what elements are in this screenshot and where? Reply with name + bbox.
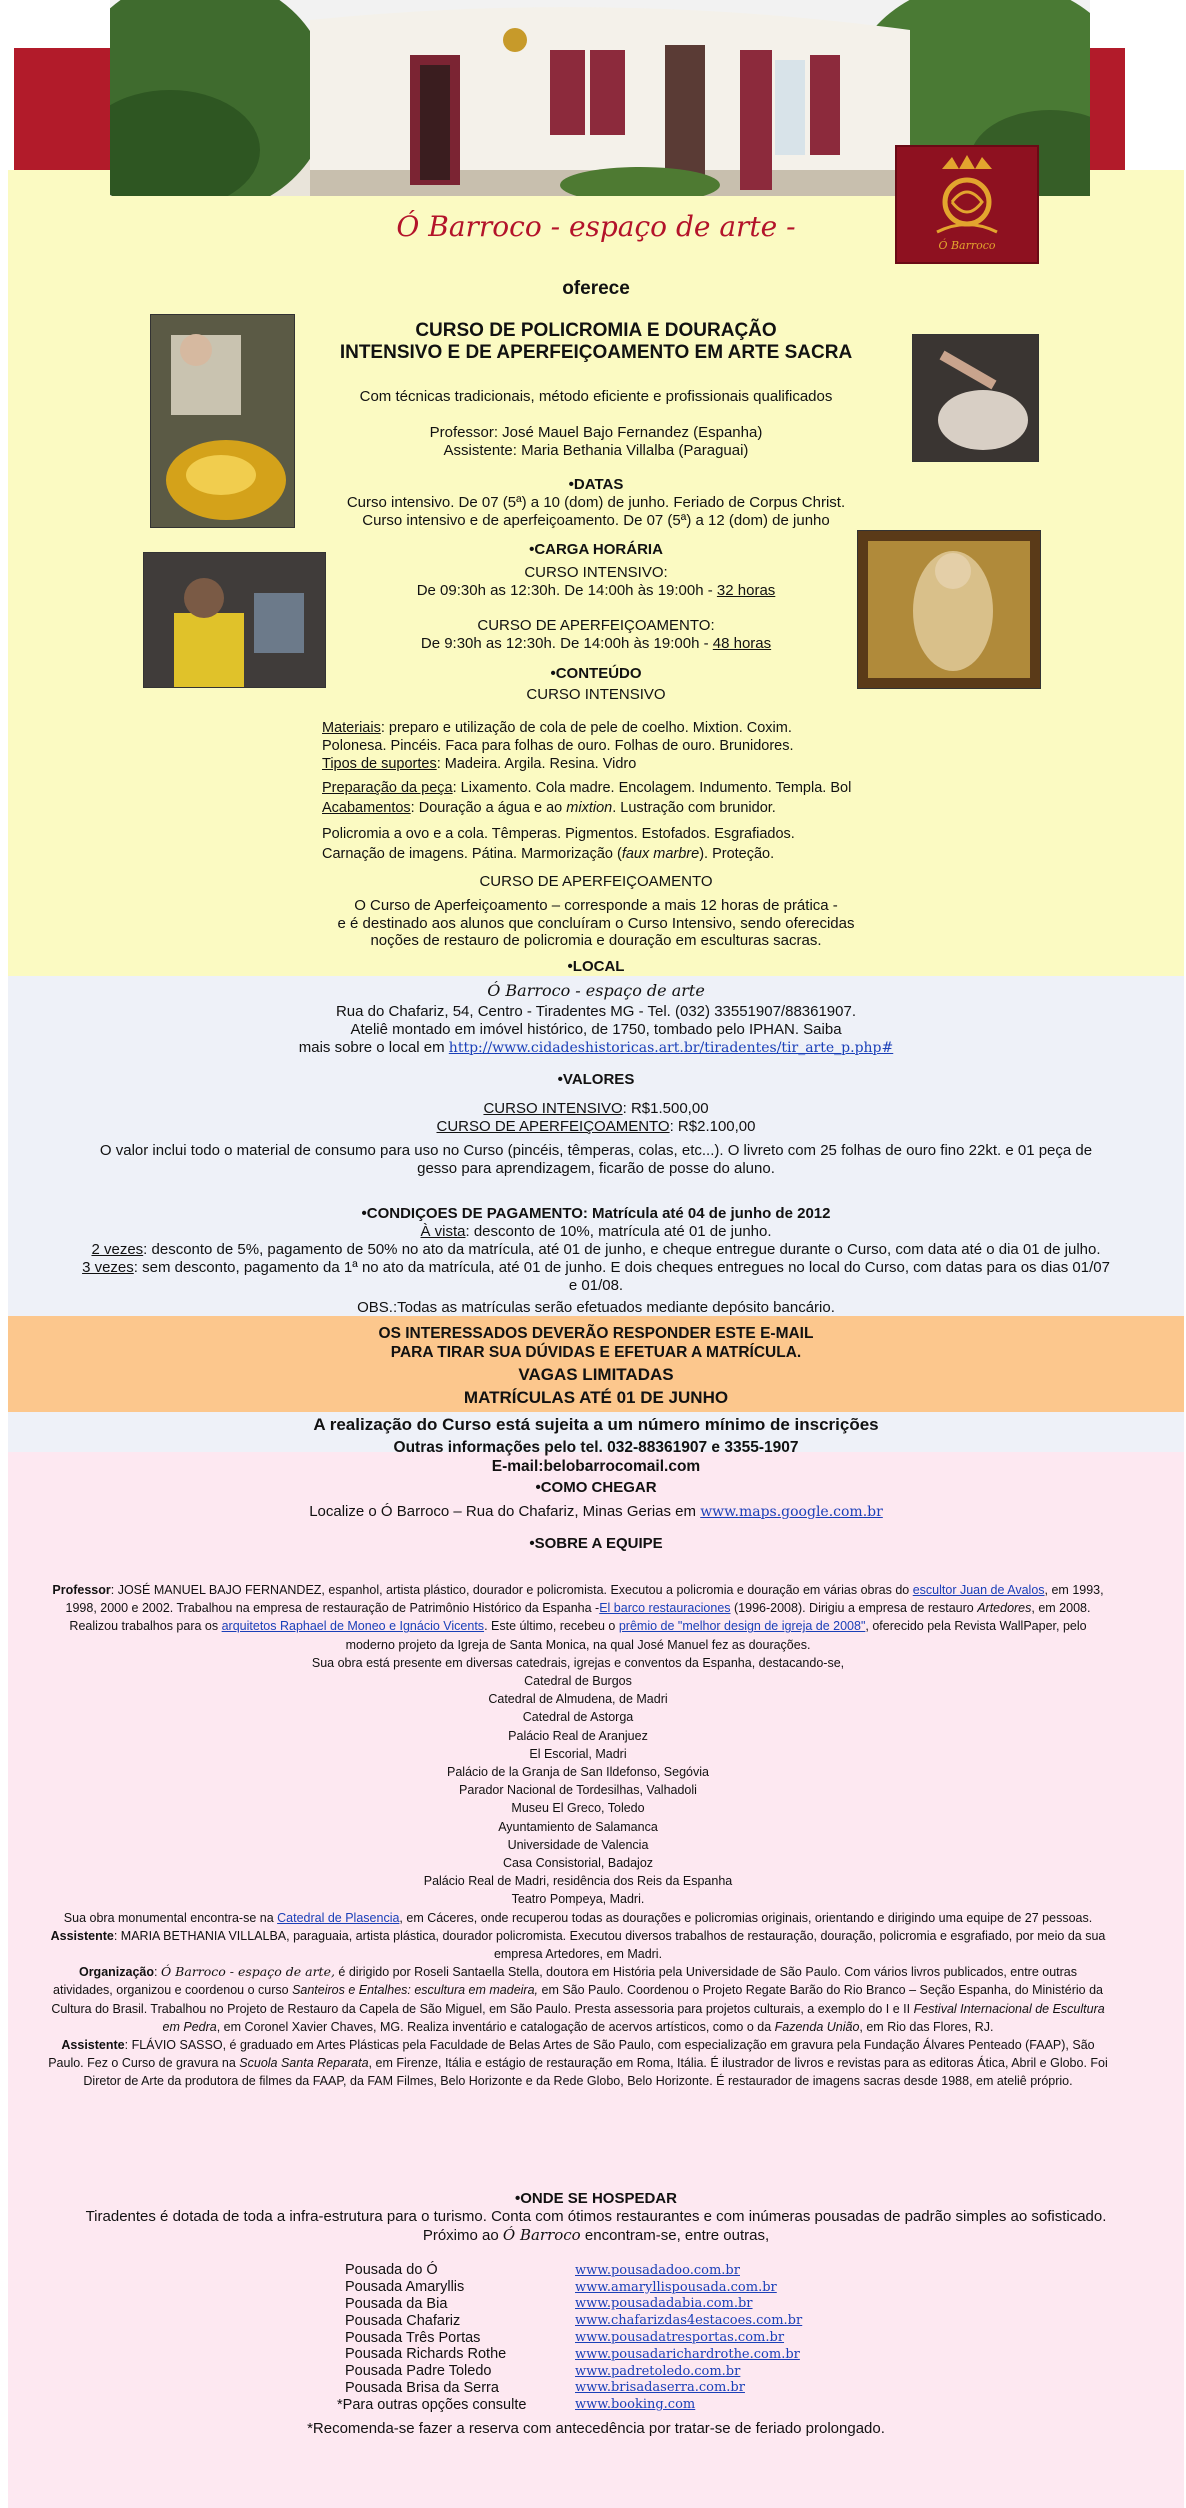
payment-three-text: : sem desconto, pagamento da 1ª no ato da matrícula, até 01 de junho. E dois cheques entregues no local do Curso, com datas para os dias 01/07 <box>133 1259 1110 1276</box>
el-barco-link[interactable]: El barco restauraciones <box>599 1601 731 1616</box>
dates-line1: Curso intensivo. De 07 (5ª) a 10 (dom) de junho. Feriado de Corpus Christ. <box>346 494 846 511</box>
dates-line2: Curso intensivo e de aperfeiçoamento. De 07 (5ª) a 12 (dom) de junho <box>362 512 830 529</box>
assistant-line: Assistente: Maria Bethania Villalba (Paraguai) <box>443 442 749 459</box>
monument-text2: , em Cáceres, onde recuperou todas as dourações e policromias originais, orientando e dirigindo uma equipe de 27 pessoas. <box>399 1910 1093 1925</box>
hands-gilding-photo <box>912 334 1039 462</box>
lodging-name: *Para outras opções consulte <box>337 2396 527 2413</box>
content-subheading: CURSO INTENSIVO <box>526 686 666 703</box>
works-list-item: Catedral de Astorga <box>522 1710 634 1725</box>
lodging-link[interactable]: www.pousadadabia.com.br <box>575 2296 753 2312</box>
works-list-item: Parador Nacional de Tordesilhas, Valhadoli <box>459 1783 697 1798</box>
location-url-link[interactable]: http://www.cidadeshistoricas.art.br/tiradentes/tir_arte_p.php# <box>448 1040 894 1056</box>
monument-text1: Sua obra monumental encontra-se na <box>63 1910 278 1925</box>
notice-line4: MATRÍCULAS ATÉ 01 DE JUNHO <box>463 1388 729 1407</box>
lodging-list <box>337 2262 865 2413</box>
prof-label: Professor <box>52 1583 111 1597</box>
minimum-enrollment: A realização do Curso está sujeita a um número mínimo de inscrições <box>313 1415 879 1434</box>
lodging-name: Ó Barroco <box>502 2226 581 2244</box>
lodging-link[interactable]: www.pousadatresportas.com.br <box>575 2330 785 2346</box>
advanced-hours-total: 48 horas <box>712 635 772 652</box>
lodging-line1: Tiradentes é dotada de toda a infra-estrutura para o turismo. Conta com ótimos restaurantes e com inúmeras pousadas de padrão simples ao sofisticado. <box>85 2208 1107 2225</box>
lodging-name: Pousada Brisa da Serra <box>345 2379 499 2396</box>
location-line3 <box>250 1039 942 1057</box>
lodging-name: Pousada Richards Rothe <box>345 2346 507 2363</box>
lodging-footnote: *Recomenda-se fazer a reserva com antecedência por tratar-se de feriado prolongado. <box>307 2420 885 2437</box>
works-list-item: Ayuntamiento de Salamanca <box>498 1819 658 1834</box>
assist2-text2: , em Firenze, Itália e estágio de restauração em Roma, Itália. É ilustrador de livros e revistas para as editoras Ática, Abril e Globo. Foi Diretor de Arte da produtora de filmes da FAAP, da FAM Filmes, Belo Horizonte e da Rede Globo, Belo Horizonte. É restaurador de imagens sacras desde 1988, em ateliê próprio. <box>83 2056 1108 2089</box>
price-intensive-value: : R$1.500,00 <box>622 1100 709 1117</box>
lodging-link[interactable]: www.amaryllispousada.com.br <box>575 2279 777 2295</box>
lodging-line2a: Próximo ao <box>422 2227 503 2244</box>
org-text4: , em Rio das Flores, RJ. <box>859 2019 994 2034</box>
works-list <box>48 1672 1108 1909</box>
content-polychromy <box>322 825 922 863</box>
prep-text: : Lixamento. Cola madre. Encolagem. Indumento. Templa. Bol <box>452 780 852 796</box>
finish-label: Acabamentos <box>322 800 411 816</box>
prof-text1: : JOSÉ MANUEL BAJO FERNANDEZ, espanhol, artista plástico, dourador e policromista. Executou a policromia e douração em várias obras do <box>110 1583 913 1597</box>
works-list-item: Catedral de Almudena, de Madri <box>488 1692 668 1707</box>
price-advanced <box>300 1118 892 1136</box>
lodging-link[interactable]: www.chafarizdas4estacoes.com.br <box>575 2313 803 2329</box>
works-intro: Sua obra está presente em diversas catedrais, igrejas e conventos da Espanha, destacando-se, <box>311 1655 845 1670</box>
assist2-text1: : FLÁVIO SASSO, é graduado em Artes Plásticas pela Faculdade de Belas Artes de São Paulo, com especialização em gravura pela Fundação Álvares Penteado (FAAP), São Paulo. Fez o Curso de gravura na <box>48 2038 1095 2071</box>
lodging-name: Pousada Três Portas <box>345 2329 481 2346</box>
info-phone: Outras informações pelo tel. 032-88361907 e 3355-1907 <box>393 1439 799 1456</box>
lodging-name: Pousada do Ó <box>345 2262 438 2279</box>
advanced-course-title: CURSO DE APERFEIÇOAMENTO <box>479 873 713 890</box>
org-text1: é dirigido por Roseli Santaella Stella, doutora em História pela Universidade de São Paulo. Com vários livros publicados, entre outras atividades, organizou e coordenou o curso <box>53 1965 1078 1998</box>
lodging-name: Pousada da Bia <box>345 2295 448 2312</box>
payment-two-text: : desconto de 5%, pagamento de 50% no ato da matrícula, até 01 de junho, e cheque entregue durante o Curso, com data até o dia 01 de julho. <box>143 1241 1101 1258</box>
lodging-line2b: encontram-se, entre outras, <box>580 2227 770 2244</box>
directions-text <box>30 1503 1162 1521</box>
works-list-item: Museu El Greco, Toledo <box>511 1801 645 1816</box>
notice-line3: VAGAS LIMITADAS <box>518 1365 674 1384</box>
assist2-label: Assistente <box>61 2038 125 2053</box>
content-preparation <box>322 779 942 817</box>
lodging-row <box>345 2312 865 2329</box>
lodging-row <box>345 2346 865 2363</box>
lodging-row <box>345 2279 865 2296</box>
assist-text: : MARIA BETHANIA VILLALBA, paraguaia, artista plástica, dourador policromista. Executou diversos trabalhos de restauração, douração, policromia e esgrafiado, por meio da sua empresa Artedores, em Madri. <box>113 1928 1106 1962</box>
price-intensive <box>300 1100 892 1118</box>
org-text3: , em Coronel Xavier Chaves, MG. Realiza inventário e catalogação de acervos artísticos, como o da <box>216 2019 775 2034</box>
poly-line1: Policromia a ovo e a cola. Têmperas. Pigmentos. Estofados. Esgrafiados. <box>322 826 795 842</box>
materials-text: : preparo e utilização de cola de pele de coelho. Mixtion. Coxim. <box>380 720 792 736</box>
course-title-line2: INTENSIVO E DE APERFEIÇOAMENTO EM ARTE SACRA <box>339 342 853 363</box>
payment-three-line2: e 01/08. <box>568 1277 624 1294</box>
works-list-item: Palácio de la Granja de San Ildefonso, Segóvia <box>447 1765 709 1780</box>
intensive-hours-text: De 09:30h as 12:30h. De 14:00h às 19:00h - <box>416 582 717 599</box>
lodging-row <box>345 2296 865 2313</box>
professor-bio <box>48 1581 1108 1654</box>
works-list-item: Casa Consistorial, Badajoz <box>502 1856 654 1871</box>
assistant2-bio <box>48 2036 1108 2091</box>
price-intensive-label: CURSO INTENSIVO <box>483 1100 623 1117</box>
lodging-link[interactable]: www.booking.com <box>575 2397 696 2413</box>
works-list-item: Palácio Real de Aranjuez <box>508 1728 648 1743</box>
advanced-course-line1: O Curso de Aperfeiçoamento – corresponde a mais 12 horas de prática - <box>354 897 838 914</box>
lodging-link[interactable]: www.padretoledo.com.br <box>575 2363 741 2379</box>
info-email[interactable]: E-mail:belobarrocomail.com <box>491 1458 701 1475</box>
payment-cash <box>30 1223 1162 1241</box>
payment-obs: OBS.:Todas as matrículas serão efetuados mediante depósito bancário. <box>357 1299 835 1316</box>
team-section <box>48 1581 1108 2091</box>
logo-caption: Ó Barroco <box>938 239 996 252</box>
materials-line2: Polonesa. Pincéis. Faca para folhas de ouro. Folhas de ouro. Brunidores. <box>322 738 794 754</box>
lodging-heading: •ONDE SE HOSPEDAR <box>515 2190 677 2207</box>
intensive-hours-total: 32 horas <box>716 582 776 599</box>
works-list-item: Universidade de Valencia <box>507 1837 649 1852</box>
lodging-link[interactable]: www.pousadadoo.com.br <box>575 2262 740 2278</box>
org-italic1: Santeiros e Entalhes: escultura em madeira, <box>292 1983 539 1998</box>
org-label: Organização <box>78 1965 154 1980</box>
lodging-row <box>345 2262 865 2279</box>
materials-label: Materiais <box>322 720 381 736</box>
payment-three-label: 3 vezes <box>82 1259 134 1276</box>
notice-line1: OS INTERESSADOS DEVERÃO RESPONDER ESTE E-MAIL <box>378 1325 814 1342</box>
team-heading: •SOBRE A EQUIPE <box>529 1535 663 1552</box>
content-materials <box>322 719 922 773</box>
price-note-line1: O valor inclui todo o material de consumo para uso no Curso (pincéis, têmperas, colas, etc...). O livreto com 25 folhas de ouro fino 22kt. e 01 peça de <box>99 1142 1093 1159</box>
course-title-line1: CURSO DE POLICROMIA E DOURAÇÃO <box>415 320 777 341</box>
advanced-course-line2: e é destinado aos alunos que concluíram o Curso Intensivo, sendo oferecidas <box>337 915 855 932</box>
monument-text <box>48 1909 1108 1927</box>
org-name: Ó Barroco - espaço de arte, <box>160 1964 335 1980</box>
course-title <box>300 320 892 364</box>
lodging-row <box>345 2380 865 2397</box>
workload-intensive-hours <box>300 582 892 600</box>
location-line3-text: mais sobre o local em <box>298 1039 449 1056</box>
lodging-name: Pousada Amaryllis <box>345 2279 465 2296</box>
prep-label: Preparação da peça <box>322 780 453 796</box>
finish-text: : Douração a água e ao <box>410 800 567 816</box>
prof-text2: , em 1993, 1998, 2000 e 2002. Trabalhou na empresa de restauração de Patrimônio Histórico da Espanha - <box>65 1583 1104 1616</box>
payment-heading: •CONDIÇOES DE PAGAMENTO: Matrícula até 04 de junho de 2012 <box>361 1205 831 1222</box>
lodging-row <box>345 2363 865 2380</box>
finish-end: . Lustração com brunidor. <box>612 800 776 816</box>
location-heading: •LOCAL <box>567 958 625 975</box>
gold-carving-photo <box>150 314 295 528</box>
finish-italic: mixtion <box>566 800 613 816</box>
location-name: Ó Barroco - espaço de arte <box>487 981 705 1000</box>
workshop-photo <box>143 552 326 688</box>
lodging-name: Pousada Chafariz <box>345 2312 461 2329</box>
course-subtitle: Com técnicas tradicionais, método eficiente e profissionais qualificados <box>359 388 833 405</box>
price-advanced-label: CURSO DE APERFEIÇOAMENTO <box>436 1118 670 1135</box>
supports-text: : Madeira. Argila. Resina. Vidro <box>436 756 637 772</box>
lodging-line2 <box>30 2226 1162 2245</box>
payment-two-label: 2 vezes <box>91 1241 144 1258</box>
assist-label: Assistente <box>50 1928 114 1943</box>
red-banner-left <box>14 48 114 170</box>
assist2-italic: Scuola Santa Reparata <box>239 2056 369 2071</box>
payment-three <box>30 1259 1162 1277</box>
location-line2: Ateliê montado em imóvel histórico, de 1750, tombado pelo IPHAN. Saiba <box>350 1021 842 1038</box>
professor-line: Professor: José Mauel Bajo Fernandez (Espanha) <box>429 424 763 441</box>
workload-intensive-title: CURSO INTENSIVO: <box>524 564 668 581</box>
org-text2: em São Paulo. Coordenou o Projeto Regate Barão do Rio Branco – Seção Espanha, do Ministério da Cultura do Brasil. Trabalhou no Projeto de Restauro da Capela de São Miguel, em São Paulo. Presta assessoria para projetos culturais, a exemplo do I e II <box>51 1983 1103 2016</box>
organization-bio: Organização: Ó Barroco - espaço de arte, é dirigido por Roseli Santaella Stella, doutora em História pela Universidade de São Paulo. Com vários livros publicados, entre outras atividades, organizou e coordenou o curso Santeiros e Entalhes: escultura em madeira, em São Paulo. Coordenou o Projeto Regate Barão do Rio Branco – Seção Espanha, do Ministério da Cultura do Brasil. Trabalhou no Projeto de Restauro da Capela de São Miguel, em São Paulo. Presta assessoria para projetos culturais, a exemplo do I e II Festival Internacional de Escultura em Pedra, em Coronel Xavier Chaves, MG. Realiza inventário e catalogação de acervos artísticos, como o da Fazenda União, em Rio das Flores, RJ. <box>51 1964 1105 2034</box>
o-barroco-logo <box>895 145 1039 264</box>
payment-two <box>30 1241 1162 1259</box>
content-heading: •CONTEÚDO <box>550 665 642 682</box>
lodging-row <box>345 2329 865 2346</box>
prof-text6: , oferecido pela Revista WallPaper, pelo moderno projeto da Igreja de Santa Monica, na qual José Manuel fez as dourações. <box>345 1619 1087 1652</box>
payment-cash-text: : desconto de 10%, matrícula até 01 de junho. <box>465 1223 772 1240</box>
avalos-link[interactable]: escultor Juan de Avalos <box>912 1583 1045 1597</box>
prof-italic1: Artedores <box>977 1601 1032 1616</box>
poly-line2: Carnação de imagens. Pátina. Marmorização ( <box>322 846 622 862</box>
plasencia-link[interactable]: Catedral de Plasencia <box>277 1910 400 1925</box>
supports-label: Tipos de suportes <box>322 756 437 772</box>
poly-end: ). Proteção. <box>699 846 775 862</box>
directions-text-span: Localize o Ó Barroco – Rua do Chafariz, Minas Gerias em <box>309 1503 701 1520</box>
assistant-bio <box>48 1927 1108 1963</box>
prof-text4: , em 2008. Realizou trabalhos para os <box>69 1601 1091 1634</box>
advanced-hours-text: De 9:30h as 12:30h. De 14:00h às 19:00h - <box>420 635 713 652</box>
poly-italic: faux marbre <box>621 846 700 862</box>
lodging-name: Pousada Padre Toledo <box>345 2363 492 2380</box>
price-note-line2: gesso para aprendizagem, ficarão de posse do aluno. <box>417 1160 775 1177</box>
lodging-link[interactable]: www.brisadaserra.com.br <box>575 2380 745 2396</box>
works-list-item: El Escorial, Madri <box>529 1746 627 1761</box>
prices-heading: •VALORES <box>557 1071 635 1088</box>
notice-line2: PARA TIRAR SUA DÚVIDAS E EFETUAR A MATRÍCULA. <box>390 1344 802 1361</box>
maps-link[interactable]: www.maps.google.com.br <box>700 1504 883 1520</box>
offers-label: oferece <box>562 278 630 299</box>
architects-link[interactable]: arquitetos Raphael de Moneo e Ignácio Vicents <box>221 1619 485 1634</box>
org-italic3: Fazenda União <box>774 2019 860 2034</box>
page-title: Ó Barroco - espaço de arte - <box>396 210 796 243</box>
works-list-item: Palácio Real de Madri, residência dos Reis da Espanha <box>423 1874 733 1889</box>
design-award-link[interactable]: prêmio de "melhor design de igreja de 2008" <box>618 1619 866 1634</box>
price-advanced-value: : R$2.100,00 <box>669 1118 756 1135</box>
workload-advanced-title: CURSO DE APERFEIÇOAMENTO: <box>477 617 715 634</box>
directions-heading: •COMO CHEGAR <box>535 1479 657 1496</box>
lodging-row <box>337 2396 865 2413</box>
dates-heading: •DATAS <box>568 476 624 493</box>
workload-advanced-hours <box>300 635 892 653</box>
lodging-link[interactable]: www.pousadarichardrothe.com.br <box>575 2346 800 2362</box>
prof-text3: (1996-2008). Dirigiu a empresa de restauro <box>730 1601 978 1616</box>
prof-text5: . Este último, recebeu o <box>484 1619 619 1634</box>
works-list-item: Catedral de Burgos <box>524 1674 632 1689</box>
workload-heading: •CARGA HORÁRIA <box>529 541 663 558</box>
works-list-item: Teatro Pompeya, Madri. <box>511 1892 645 1907</box>
org-italic2: Festival Internacional de Escultura em Pedra <box>162 2001 1105 2034</box>
location-address: Rua do Chafariz, 54, Centro - Tiradentes MG - Tel. (032) 33551907/88361907. <box>335 1003 857 1020</box>
advanced-course-line3: noções de restauro de policromia e douração em esculturas sacras. <box>370 932 822 949</box>
payment-cash-label: À vista <box>420 1223 466 1240</box>
